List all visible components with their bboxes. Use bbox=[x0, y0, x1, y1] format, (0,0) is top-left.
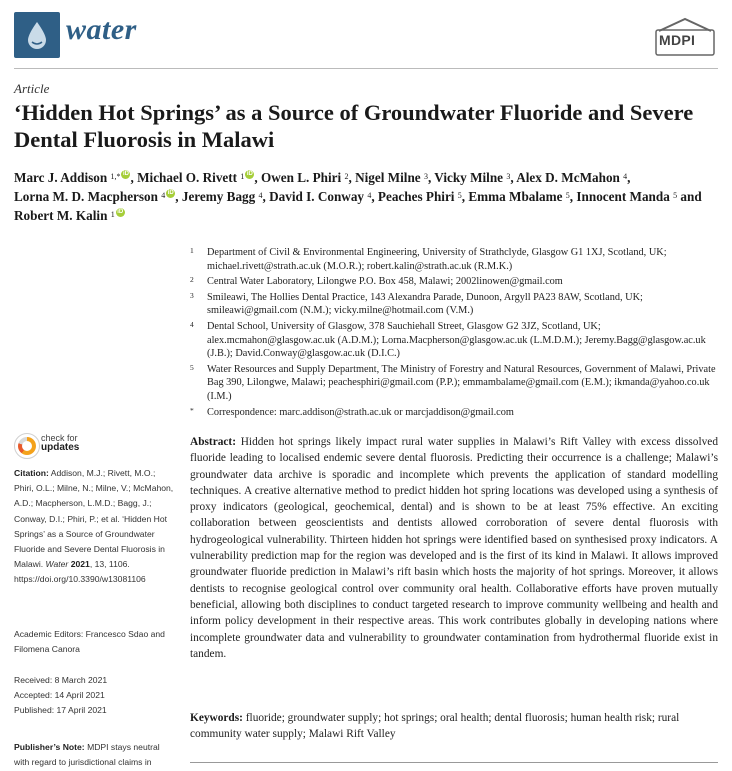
keywords-text: fluoride; groundwater supply; hot springs; oral health; dental fluorosis; human health risk; rural community water supply; Malawi Rift Valley bbox=[190, 712, 680, 741]
check-updates-icon bbox=[14, 433, 40, 459]
check-updates-line1: check for bbox=[41, 433, 78, 443]
abstract-text: Hidden hot springs likely impact rural water supplies in Malawi’s Rift Valley with excess dissolved fluoride leading to localised endemic severe dental fluorosis. Predicting their occurrence is a challenge; Malawi’s groundwater data archive is sporadic and incomplete which prevents the application of standard modelling techniques. A creative alternative method to predict hidden hot spring locations was developed using a synthesis of proxy indicators (geological, geochemical, dental) and is shown to be at least 75% effective. An exciting collaboration between geoscientists and dentists allowed corroboration of severe dental fluorosis with hydrogeological vulnerability. Thirteen hidden hot springs were identified based on synthesised proxy indicators. A vulnerability prediction map for the region was developed and is the first of its kind in Malawi. It allows improved groundwater fluoride prediction in Malawi’s rift basin which hosts the majority of hot springs. Moreover, it allows dentists to recognise geological control over community oral health. Collaborative efforts have proven mutually beneficial, allowing both disciplines to conduct targeted research to improve community wellbeing and health and inform policy development in their respective areas. This work contributes globally in developing nations where incomplete groundwater data and vulnerability to groundwater contamination from hydrothermal fluoride exist in tandem. bbox=[190, 436, 718, 660]
abstract bbox=[190, 434, 718, 662]
author-name-text: Robert M. Kalin bbox=[14, 208, 108, 223]
orcid-icon[interactable]: iD bbox=[122, 171, 129, 177]
author-name[interactable] bbox=[468, 189, 569, 204]
footer-divider bbox=[190, 762, 718, 763]
affiliation-item bbox=[190, 406, 720, 420]
article-title: ‘Hidden Hot Springs’ as a Source of Groundwater Fluoride and Severe Dental Fluorosis in Malawi bbox=[14, 100, 694, 152]
author-name-text: Peaches Phiri bbox=[377, 189, 455, 204]
orcid-icon[interactable]: iD bbox=[167, 190, 174, 196]
publisher-note-label: Publisher’s Note: bbox=[14, 742, 85, 752]
author-name-text: Michael O. Rivett bbox=[137, 170, 238, 185]
publisher-note bbox=[14, 740, 174, 770]
header-divider bbox=[14, 68, 718, 69]
author-list: Marc J. Addison $^{1,*}$ iD , Michael O. Rivett $^1$ iD , Owen L. Phiri $^2$, Nigel Milne $^3$, Vicky Milne $^3$, Alex D. McMahon $^4$, Lorna M. D. Macpherson $^4$ iD , Jeremy Bagg $^4$, David I. Conway $^4$, Peaches Phiri $^5$, Emma Mbalame $^5$, Innocent Manda $^5$ and Robert M. Kalin $^1$ iD bbox=[14, 170, 702, 223]
author-name[interactable] bbox=[182, 189, 263, 204]
affiliation-item bbox=[190, 246, 720, 273]
water-drop-icon bbox=[24, 20, 50, 50]
publisher-note-text: MDPI stays neutral with regard to jurisdictional claims in bbox=[14, 742, 160, 768]
article-type: Article bbox=[14, 81, 50, 96]
author-name-text: Marc J. Addison bbox=[14, 170, 108, 185]
affiliation-item bbox=[190, 275, 720, 289]
affiliation-item bbox=[190, 291, 720, 318]
author-name[interactable] bbox=[355, 170, 428, 185]
author-name-text: Emma Mbalame bbox=[468, 189, 563, 204]
published-date: Published: 17 April 2021 bbox=[14, 705, 107, 716]
author-name[interactable] bbox=[378, 189, 462, 204]
author-name[interactable] bbox=[269, 189, 371, 204]
author-name[interactable] bbox=[14, 170, 130, 185]
citation-label: Citation: bbox=[14, 468, 49, 478]
author-affiliation-marker: 5 bbox=[457, 191, 462, 200]
author-name-text: Alex D. McMahon bbox=[516, 170, 620, 185]
affiliations bbox=[190, 246, 720, 421]
author-affiliation-marker: 1,* bbox=[110, 172, 121, 181]
citation-text: Addison, M.J.; Rivett, M.O.; Phiri, O.L.; Milne, N.; Milne, V.; McMahon, A.D.; Macpherson, L.M.D.; Bagg, J.; Conway, D.I.; Phiri, P.; et al. ‘Hidden Hot Springs’ as a Source of Groundwater Fluoride and Severe Dental Fluorosis in Malawi. bbox=[14, 468, 174, 570]
author-name-text: Jeremy Bagg bbox=[181, 189, 256, 204]
author-name-text: Innocent Manda bbox=[576, 189, 670, 204]
author-affiliation-marker: 2 bbox=[344, 172, 349, 181]
author-name[interactable] bbox=[14, 208, 125, 223]
author-name[interactable] bbox=[137, 170, 254, 185]
author-name[interactable] bbox=[516, 170, 627, 185]
publisher-name: MDPI bbox=[659, 32, 696, 48]
author-affiliation-marker: 1 bbox=[240, 172, 245, 181]
academic-editors: Academic Editors: Francesco Sdao and Filomena Canora bbox=[14, 629, 165, 655]
author-conjunction: and bbox=[680, 189, 702, 204]
affiliation-number: 1 bbox=[190, 246, 194, 255]
author-affiliation-marker: 5 bbox=[565, 191, 570, 200]
affiliation-number: 5 bbox=[190, 362, 194, 372]
affiliation-text: Water Resources and Supply Department, The Ministry of Forestry and Natural Resources, Government of Malawi, Private Bag 390, Lilongwe, Malawi; peachesphiri@gmail.com (P.P.); emmambalame@gmail.com (E.M.); ikmanda@yahoo.co.uk (I.M.) bbox=[207, 363, 716, 402]
citation-block bbox=[14, 466, 174, 588]
author-name[interactable] bbox=[261, 170, 349, 185]
abstract-label: Abstract: bbox=[190, 436, 236, 448]
author-name[interactable] bbox=[14, 189, 175, 204]
author-affiliation-marker: 4 bbox=[367, 191, 372, 200]
author-affiliation-marker: 3 bbox=[423, 172, 428, 181]
citation-journal: Water bbox=[45, 559, 69, 570]
affiliation-number: 2 bbox=[190, 275, 194, 285]
check-updates-line2: updates bbox=[41, 442, 80, 453]
check-for-updates-button[interactable] bbox=[14, 433, 94, 459]
author-affiliation-marker: 5 bbox=[673, 191, 678, 200]
author-affiliation-marker: 1 bbox=[110, 210, 115, 219]
affiliation-text: Central Water Laboratory, Lilongwe P.O. Box 458, Malawi; 2002linowen@gmail.com bbox=[207, 276, 563, 288]
author-name-text: Lorna M. D. Macpherson bbox=[14, 189, 158, 204]
author-name[interactable] bbox=[576, 189, 677, 204]
affiliation-number: 3 bbox=[190, 290, 194, 300]
citation-doi[interactable]: , 13, 1106. https://doi.org/10.3390/w13081106 bbox=[14, 559, 146, 585]
publisher-logo[interactable] bbox=[655, 17, 715, 57]
affiliation-number: * bbox=[190, 405, 194, 415]
author-affiliation-marker: 4 bbox=[258, 191, 263, 200]
citation-year: 2021 bbox=[70, 559, 90, 570]
affiliation-text: Dental School, University of Glasgow, 378 Sauchiehall Street, Glasgow G2 3JZ, Scotland, UK; alex.mcmahon@glasgow.ac.uk (A.D.M.); Lorna.Macpherson@glasgow.ac.uk (L.M.D.M.); Jeremy.Bagg@glasgow.ac.uk (J.B.); David.Conway@glasgow.ac.uk (D.I.C.) bbox=[207, 320, 706, 360]
affiliation-text: Correspondence: marc.addison@strath.ac.uk or marcjaddison@gmail.com bbox=[207, 406, 514, 418]
accepted-date: Accepted: 14 April 2021 bbox=[14, 690, 105, 701]
keywords-label: Keywords: bbox=[190, 712, 243, 724]
author-name-text: Owen L. Phiri bbox=[260, 170, 342, 185]
author-affiliation-marker: 4 bbox=[623, 172, 628, 181]
received-date: Received: 8 March 2021 bbox=[14, 675, 108, 685]
publication-dates bbox=[14, 673, 174, 719]
author-name-text: Vicky Milne bbox=[434, 170, 504, 185]
orcid-icon[interactable]: iD bbox=[246, 171, 253, 177]
author-name-text: David I. Conway bbox=[269, 189, 365, 204]
orcid-icon[interactable]: iD bbox=[117, 209, 124, 215]
affiliation-item bbox=[190, 363, 720, 404]
journal-logo[interactable] bbox=[14, 12, 60, 58]
author-affiliation-marker: 4 bbox=[161, 191, 166, 200]
affiliation-item bbox=[190, 320, 720, 361]
affiliation-number: 4 bbox=[190, 319, 194, 329]
keywords bbox=[190, 710, 718, 743]
affiliation-text: Department of Civil & Environmental Engineering, University of Strathclyde, Glasgow G1 1XJ, Scotland, UK; michael.rivett@strath.ac.uk (M.O.R.); robert.kalin@strath.ac.uk (R.M.K.) bbox=[207, 247, 667, 272]
author-name-text: Nigel Milne bbox=[355, 170, 421, 185]
journal-name[interactable]: water bbox=[66, 13, 137, 46]
affiliation-text: Smileawi, The Hollies Dental Practice, 143 Alexandra Parade, Dunoon, Argyll PA23 8AW, Scotland, UK; smileawi@gmail.com (N.M.); vicky.milne@hotmail.com (V.M.) bbox=[207, 291, 643, 317]
author-affiliation-marker: 3 bbox=[506, 172, 511, 181]
author-name[interactable] bbox=[434, 170, 510, 185]
